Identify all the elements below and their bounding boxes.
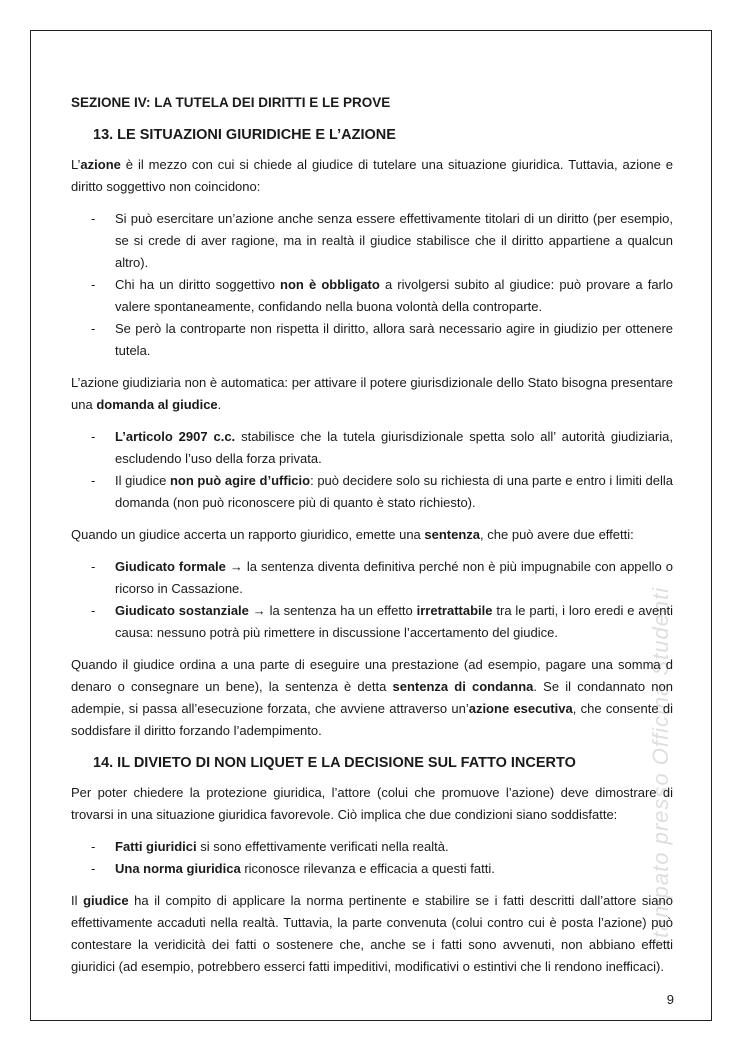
- text-run: : può decidere solo su richiesta di una parte e entro i limiti della domanda (non può riconoscere più di quanto è stato richiesto).: [115, 473, 673, 510]
- text-run: Per poter chiedere la protezione giuridica, l’attore (colui che promuove l’azione) deve dimostrare di trovarsi in una situazione giuridica favorevole. Ciò implica che due condizioni siano soddisfatte:: [71, 785, 673, 822]
- text-run: Il: [71, 893, 84, 908]
- text-run: → la sentenza diventa definitiva perché non è più impugnabile con appello o ricorso in Cassazione.: [115, 559, 673, 596]
- subsection-heading: 13. LE SITUAZIONI GIURIDICHE E L’AZIONE: [93, 127, 396, 143]
- bullet-list: [71, 556, 673, 644]
- list-item: [71, 470, 673, 514]
- text-run: Quando un giudice accerta un rapporto giuridico, emette una: [71, 527, 425, 542]
- text-run: .: [217, 397, 222, 412]
- text-run: a rivolgersi subito al giudice: può provare a farlo valere spontaneamente, confidando nella buona volontà della controparte.: [115, 277, 673, 314]
- bold-text: azione: [80, 157, 121, 172]
- bold-text: Fatti giuridici: [115, 839, 197, 854]
- bold-text: giudice: [83, 893, 129, 908]
- document-blocks: [71, 124, 673, 978]
- list-item: [71, 858, 673, 880]
- watermark: stampato presso Officina Studenti: [648, 586, 673, 950]
- list-item: [71, 600, 673, 644]
- list-item: [71, 274, 673, 318]
- bullet-list: [71, 426, 673, 514]
- bullet-list: [71, 836, 673, 880]
- text-run: stabilisce che la tutela giurisdizionale spetta solo all’ autorità giudiziaria, escludendo l’uso della forza privata.: [115, 429, 673, 466]
- list-item: [71, 318, 673, 362]
- dash-bullet-icon: -: [91, 473, 96, 488]
- text-run: . Se il condannato non adempie, si passa all’esecuzione forzata, che avviene attraverso un’: [71, 679, 673, 716]
- text-run: tra le parti, i loro eredi e aventi causa: nessuno potrà più rimettere in discussione l’accertamento del giudice.: [115, 603, 673, 640]
- bold-text: Giudicato formale: [115, 559, 226, 574]
- document-body: [71, 92, 673, 988]
- text-run: L’azione giudiziaria non è automatica: per attivare il potere giurisdizionale dello Stato bisogna presentare una: [71, 375, 673, 412]
- text-run: è il mezzo con cui si chiede al giudice di tutelare una situazione giuridica. Tuttavia, azione e diritto soggettivo non coincidono:: [71, 157, 673, 194]
- bold-text: irretrattabile: [416, 603, 493, 618]
- page-number: 9: [666, 992, 674, 1007]
- section-title: SEZIONE IV: LA TUTELA DEI DIRITTI E LE PROVE: [71, 95, 391, 110]
- bold-text: sentenza di condanna: [392, 679, 534, 694]
- text-run: , che può avere due effetti:: [480, 527, 634, 542]
- bold-text: L’articolo 2907 c.c.: [115, 429, 236, 444]
- text-run: Il giudice: [115, 473, 170, 488]
- text-run: si sono effettivamente verificati nella realtà.: [196, 839, 449, 854]
- text-run: Chi ha un diritto soggettivo: [115, 277, 281, 292]
- bold-text: azione esecutiva: [468, 701, 573, 716]
- dash-bullet-icon: -: [91, 429, 96, 444]
- paragraph: [71, 782, 673, 826]
- bold-text: Una norma giuridica: [115, 861, 241, 876]
- list-item: [71, 556, 673, 600]
- dash-bullet-icon: -: [91, 861, 96, 876]
- bullet-list: [71, 208, 673, 362]
- paragraph: [71, 524, 673, 546]
- subsection-heading: 14. IL DIVIETO DI NON LIQUET E LA DECISIONE SUL FATTO INCERTO: [93, 755, 576, 771]
- dash-bullet-icon: -: [91, 603, 96, 618]
- text-run: Si può esercitare un’azione anche senza essere effettivamente titolari di un diritto (per esempio, se si crede di aver ragione, ma in realtà il giudice stabilisce che il diritto appartiene a qualcun altro).: [115, 211, 673, 270]
- bold-text: domanda al giudice: [96, 397, 218, 412]
- text-run: L’: [71, 157, 81, 172]
- list-item: [71, 208, 673, 274]
- text-run: → la sentenza ha un effetto: [248, 603, 417, 618]
- bold-text: non può agire d’ufficio: [169, 473, 311, 488]
- list-item: [71, 836, 673, 858]
- list-item: [71, 426, 673, 470]
- text-run: , che consente di soddisfare il diritto forzando l’adempimento.: [71, 701, 674, 738]
- text-run: riconosce rilevanza e efficacia a questi fatti.: [240, 861, 495, 876]
- text-run: Quando il giudice ordina a una parte di eseguire una prestazione (ad esempio, pagare una somma d denaro o consegnare un bene), la sentenza è detta: [71, 657, 673, 694]
- bold-text: sentenza: [424, 527, 481, 542]
- paragraph: [71, 890, 673, 978]
- dash-bullet-icon: -: [91, 839, 96, 854]
- text-run: Se però la controparte non rispetta il diritto, allora sarà necessario agire in giudizio per ottenere tutela.: [115, 321, 673, 358]
- bold-text: non è obbligato: [280, 277, 380, 292]
- paragraph: [71, 654, 673, 742]
- dash-bullet-icon: -: [91, 277, 96, 292]
- dash-bullet-icon: -: [91, 559, 96, 574]
- dash-bullet-icon: -: [91, 211, 96, 226]
- paragraph: [71, 372, 673, 416]
- dash-bullet-icon: -: [91, 321, 96, 336]
- text-run: ha il compito di applicare la norma pertinente e stabilire se i fatti descritti dall’attore siano effettivamente accaduti nella realtà. Tuttavia, la parte convenuta (colui contro cui è posta l’azione) può contestare la veridicità dei fatti o sostenere che, anche se i fatti sono avvenuti, non abbiano effetti giuridici (ad esempio, potrebbero esserci fatti impeditivi, modificativi o estintivi che li rendono inefficaci).: [71, 893, 673, 974]
- paragraph: [71, 154, 673, 198]
- bold-text: Giudicato sostanziale: [115, 603, 249, 618]
